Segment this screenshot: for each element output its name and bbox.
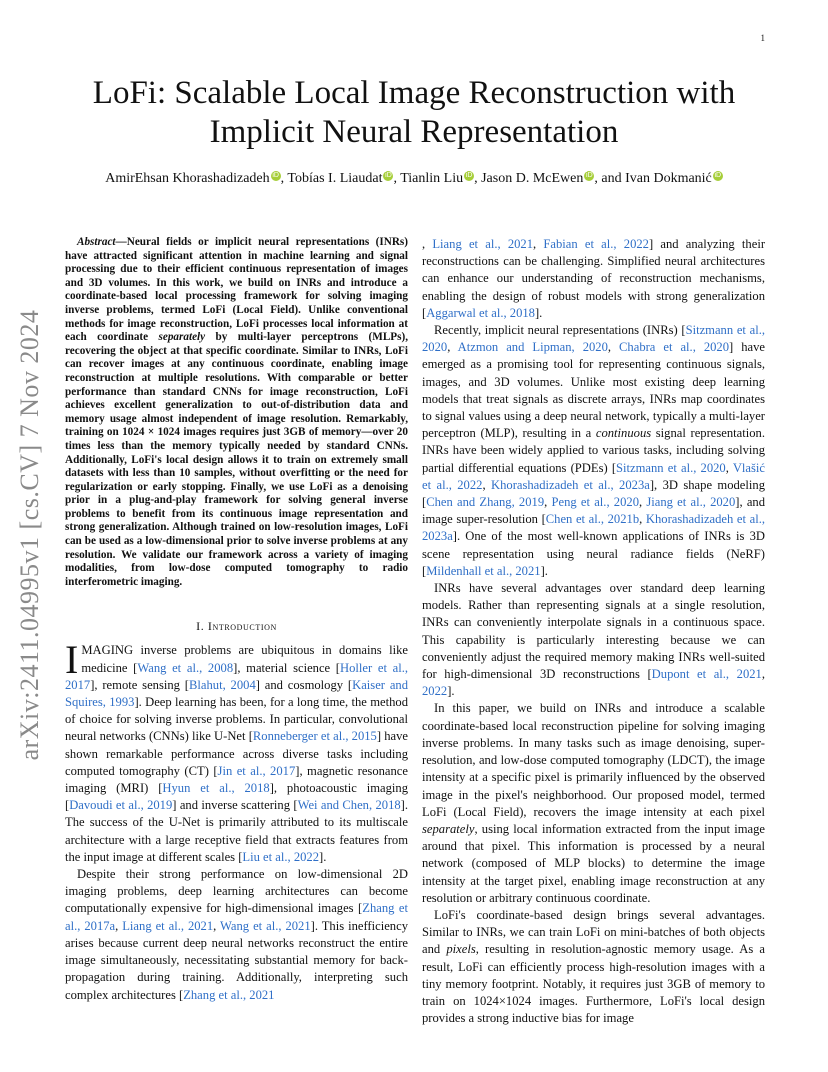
arxiv-identifier-stamp: arXiv:2411.04995v1 [cs.CV] 7 Nov 2024	[15, 309, 44, 761]
orcid-icon[interactable]: iD	[272, 172, 279, 179]
citation-link[interactable]: Fabian et al., 2022	[543, 237, 649, 251]
intro-paragraph-4: INRs have several advantages over standard deep learning models. Rather than representing signals at a single resolution, INRs can conveniently interpolate signals in a continuous space. This capability is particularly interesting because we can conveniently adjust the required memory making INRs well-suited for high-dimensional 3D reconstructions [Dupont et al., 2021, 2022].	[422, 581, 766, 699]
citation-link[interactable]: Holler et al., 2017	[65, 660, 409, 692]
citation-link[interactable]: Blahut, 2004	[188, 677, 256, 692]
author-name: Tobías I. Liaudat	[287, 171, 383, 186]
citation-link[interactable]: Sitzmann et al., 2020	[422, 323, 765, 355]
citation-link[interactable]: Chen and Zhang, 2019	[426, 495, 545, 510]
orcid-icon[interactable]: iD	[586, 172, 593, 179]
citation-link[interactable]: Sitzmann et al., 2020	[616, 460, 726, 475]
citation-link[interactable]: Chen et al., 2021b	[545, 512, 640, 527]
citation-link[interactable]: Chabra et al., 2020	[619, 340, 730, 355]
right-column	[422, 236, 765, 1027]
orcid-icon[interactable]: iD	[385, 172, 392, 179]
abstract-label: Abstract	[77, 236, 116, 248]
citation-link[interactable]: Peng et al., 2020	[551, 495, 639, 510]
citation-link[interactable]: 2022	[422, 684, 448, 699]
drop-cap: I	[65, 637, 79, 683]
citation-link[interactable]: Liang et al., 2021	[432, 237, 534, 251]
citation-link[interactable]: Wang et al., 2021	[220, 918, 311, 933]
citation-link[interactable]: Ronneberger et al., 2015	[252, 729, 377, 744]
paper-title: LoFi: Scalable Local Image Reconstruction with Implicit Neural Representation	[92, 75, 736, 150]
citation-link[interactable]: Liang et al., 2021	[122, 918, 214, 933]
citation-link[interactable]: Khorashadizadeh et al., 2023a	[491, 477, 650, 492]
citation-link[interactable]: Khorashadizadeh et al., 2023a	[422, 512, 765, 544]
citation-link[interactable]: Liu et al., 2022	[242, 849, 320, 864]
citation-link[interactable]: Wei and Chen, 2018	[297, 798, 401, 813]
intro-paragraph-2: Despite their strong performance on low-dimensional 2D imaging problems, deep learning architectures can become computationally expensive for high-dimensional images [Zhang et al., 2017a, Liang et al., 2021, Wang et al., 2021]. This inefficiency arises because current deep neural networks reconstruct the entire image simultaneously, necessitating substantial memory for back-propagation during training. Additionally, interpreting such complex architectures [Zhang et al., 2021	[65, 867, 408, 1002]
citation-link[interactable]: Zhang et al., 2017a	[65, 901, 408, 933]
author-list: AmirEhsan Khorashadizadeh iD , Tobías I. Liaudat iD , Tianlin Liu iD , Jason D. McEwen iD , and Ivan Dokmanić iD	[105, 171, 722, 186]
intro-paragraph-1: IMAGING inverse problems are ubiquitous in domains like medicine [Wang et al., 2008], material science [Holler et al., 2017], remote sensing [Blahut, 2004] and cosmology [Kaiser and Squires, 1993]. Deep learning has been, for a long time, the method of choice for solving inverse problems. In particular, convolutional neural networks (CNNs) like U-Net [Ronneberger et al., 2015] have shown remarkable performance across diverse tasks including computed tomography (CT) [Jin et al., 2017], magnetic resonance imaging (MRI) [Hyun et al., 2018], photoacoustic imaging [Davoudi et al., 2019] and inverse scattering [Wei and Chen, 2018]. The success of the U-Net is primarily attributed to its multiscale architecture with a large receptive field that extracts features from the input image at different scales [Liu et al., 2022].	[65, 637, 409, 864]
intro-paragraph-6: LoFi's coordinate-based design brings several advantages. Similar to INRs, we can train LoFi on mini-batches of both objects and pixels, resulting in resolution-agnostic memory usage. As a result, LoFi can efficiently process high-resolution images with a tiny memory footprint. Notably, it requires just 3GB of memory to train on 1024×1024 images. Furthermore, LoFi's local design provides a strong inductive bias for image	[422, 907, 765, 1026]
orcid-icon[interactable]: iD	[465, 172, 473, 179]
citation-link[interactable]: Jiang et al., 2020	[646, 495, 736, 510]
author-name: Jason D. McEwen	[481, 171, 584, 186]
citation-link[interactable]: Aggarwal et al., 2018	[426, 305, 535, 320]
orcid-icon[interactable]: iD	[714, 172, 722, 179]
citation-link[interactable]: Zhang et al., 2021	[183, 987, 275, 1002]
intro-paragraph-2-continued: , Liang et al., 2021, Fabian et al., 2022] and analyzing their reconstructions can be challenging. Simplified neural architectures can enhance our understanding of reconstruction mechanisms, enabling the design of robust models with strong generalization [Aggarwal et al., 2018].	[422, 237, 766, 320]
citation-link[interactable]: Wang et al., 2008	[137, 660, 234, 675]
citation-link[interactable]: Dupont et al., 2021	[651, 667, 762, 682]
citation-link[interactable]: Davoudi et al., 2019	[69, 798, 173, 813]
citation-link[interactable]: Atzmon and Lipman, 2020	[457, 340, 608, 355]
left-column	[65, 236, 408, 1004]
author-name: AmirEhsan Khorashadizadeh	[105, 171, 270, 186]
intro-paragraph-5: In this paper, we build on INRs and introduce a scalable coordinate-based local reconstruction pipeline for solving imaging inverse problems. In many tasks such as image denoising, super-resolution, and low-dose computed tomography (LDCT), the image intensity at a specific pixel is primarily influenced by the observed image in the pixel's neighborhood. Our proposed model, termed LoFi (Local Field), recovers the image intensity at each pixel separately, using local information extracted from the input image around that pixel. This information is processed by a neural network (composed of MLP blocks) to determine the image intensity at the target pixel, enabling image reconstruction at any resolution or arbitrary continuous coordinate.	[422, 701, 765, 905]
citation-link[interactable]: Jin et al., 2017	[217, 763, 296, 778]
author-name: Ivan Dokmanić	[625, 171, 712, 186]
intro-paragraph-3: Recently, implicit neural representations (INRs) [Sitzmann et al., 2020, Atzmon and Lipman, 2020, Chabra et al., 2020] have emerged as a promising tool for representing continuous signals, images, and 3D volumes. Unlike most existing deep learning models that treat signals as discrete arrays, INRs map coordinates to signal values using a deep neural network, typically a multi-layer perceptron (MLP), resulting in a continuous signal representation. INRs have been widely applied to various tasks, including solving partial differential equations (PDEs) [Sitzmann et al., 2020, Vlašić et al., 2022, Khorashadizadeh et al., 2023a], 3D shape modeling [Chen and Zhang, 2019, Peng et al., 2020, Jiang et al., 2020], and image super-resolution [Chen et al., 2021b, Khorashadizadeh et al., 2023a]. One of the most well-known applications of INRs is 3D scene representation using neural radiance fields (NeRF) [Mildenhall et al., 2021].	[422, 323, 766, 578]
citation-link[interactable]: Mildenhall et al., 2021	[426, 563, 541, 578]
author-name: Tianlin Liu	[400, 171, 464, 186]
section-heading-introduction: I. Introduction	[196, 619, 277, 634]
page-number: 1	[760, 33, 765, 43]
citation-link[interactable]: Vlašić et al., 2022	[422, 460, 765, 492]
citation-link[interactable]: Kaiser and Squires, 1993	[65, 677, 408, 710]
abstract: Abstract—Neural fields or implicit neural representations (INRs) have attracted significant attention in machine learning and signal processing due to their efficient continuous representation of images and 3D volumes. In this work, we build on INRs and introduce a coordinate-based local processing framework for solving imaging inverse problems, termed LoFi (Local Field). Unlike conventional methods for image reconstruction, LoFi processes local information at each coordinate separately by multi-layer perceptrons (MLPs), recovering the object at that specific coordinate. Similar to INRs, LoFi can recover images at any continuous coordinate, enabling image reconstruction at multiple resolutions. With comparable or better performance than standard CNNs for image reconstruction, LoFi achieves excellent generalization to out-of-distribution data and memory usage almost independent of image resolution. Remarkably, training on 1024 × 1024 images requires just 3GB of memory—over 20 times less than the memory typically needed by standard CNNs. Additionally, LoFi's local design allows it to train on extremely small datasets with less than 10 samples, without overfitting or the need for regularization or early stopping. Finally, we use LoFi as a denoising prior in a plug-and-play framework for solving general inverse problems to benefit from its continuous image representation and strong generalization. Although trained on low-resolution images, LoFi can be used as a low-dimensional prior to solve inverse problems at any resolution. We validate our framework across a variety of imaging modalities, from low-dose computed tomography to radio interferometric imaging.	[65, 236, 408, 588]
citation-link[interactable]: Hyun et al., 2018	[162, 781, 270, 796]
